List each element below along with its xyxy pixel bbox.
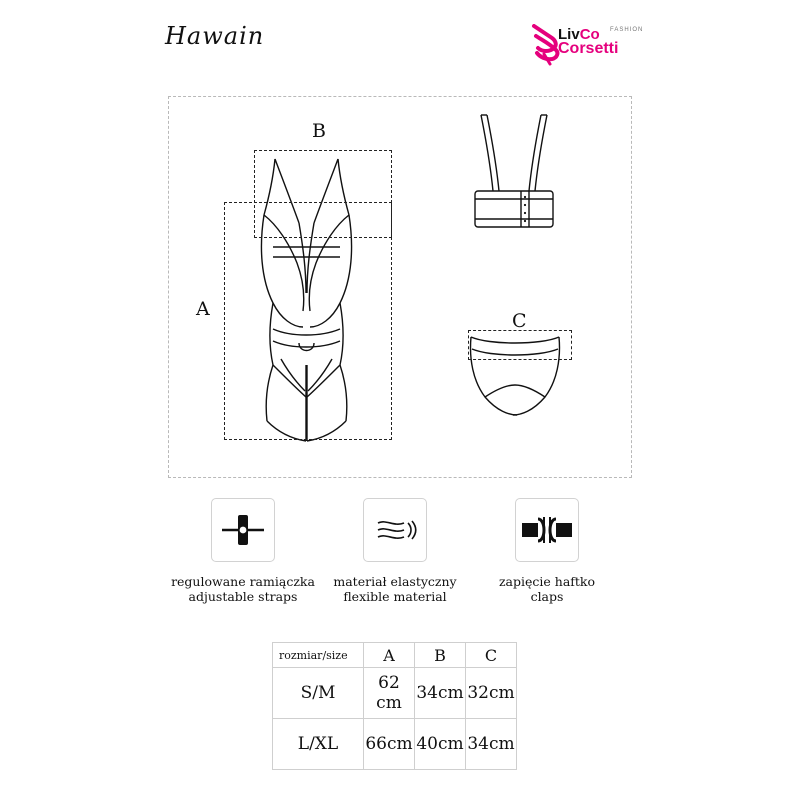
row-size-label: S/M	[273, 668, 364, 719]
feature-label-pl: regulowane ramiączka	[171, 574, 315, 589]
hook-clasps-icon	[516, 499, 578, 561]
measure-box-c	[468, 330, 572, 360]
row-value-c: 32cm	[466, 668, 517, 719]
brand-name-secondary: Corsetti	[558, 40, 619, 57]
feature-list	[168, 498, 632, 618]
brand-co: Co	[579, 26, 600, 43]
feature-label	[472, 574, 622, 604]
table-header-b: B	[415, 643, 466, 668]
feature-label-en: adjustable straps	[188, 589, 298, 604]
feature-label	[320, 574, 470, 604]
measure-label-a: A	[196, 298, 210, 320]
brand-fashion-tag: FASHION	[610, 27, 644, 33]
feature-hook-clasps	[472, 498, 622, 604]
feature-label-en: claps	[530, 589, 564, 604]
table-header-row	[273, 643, 517, 668]
feature-label	[168, 574, 318, 604]
bra-back-illustration	[475, 115, 553, 227]
measure-box-b	[254, 150, 392, 238]
table-row	[273, 668, 517, 719]
feature-label-en: flexible material	[343, 589, 447, 604]
feature-icon-box	[363, 498, 427, 562]
brand-liv: Liv	[558, 26, 580, 43]
feature-icon-box	[515, 498, 579, 562]
table-header-a: A	[364, 643, 415, 668]
row-value-c: 34cm	[466, 719, 517, 770]
feature-icon-box	[211, 498, 275, 562]
brand-mark-icon	[530, 24, 560, 66]
table-header-size: rozmiar/size	[273, 643, 364, 668]
row-value-a: 66cm	[364, 719, 415, 770]
feature-label-pl: zapięcie haftko	[498, 574, 596, 589]
size-table	[272, 642, 517, 770]
row-value-a: 62 cm	[364, 668, 415, 719]
feature-label-pl: materiał elastyczny	[333, 574, 457, 589]
measure-label-c: C	[512, 310, 527, 332]
row-value-b: 40cm	[415, 719, 466, 770]
row-value-b: 34cm	[415, 668, 466, 719]
page-title: Hawain	[165, 22, 265, 50]
measure-label-b: B	[312, 120, 326, 142]
table-header-c: C	[466, 643, 517, 668]
brand-logo	[530, 24, 644, 68]
feature-adjustable-straps	[168, 498, 318, 604]
table-row	[273, 719, 517, 770]
row-size-label: L/XL	[273, 719, 364, 770]
adjustable-straps-icon	[212, 499, 274, 561]
flexible-material-icon	[364, 499, 426, 561]
feature-flexible-material	[320, 498, 470, 604]
